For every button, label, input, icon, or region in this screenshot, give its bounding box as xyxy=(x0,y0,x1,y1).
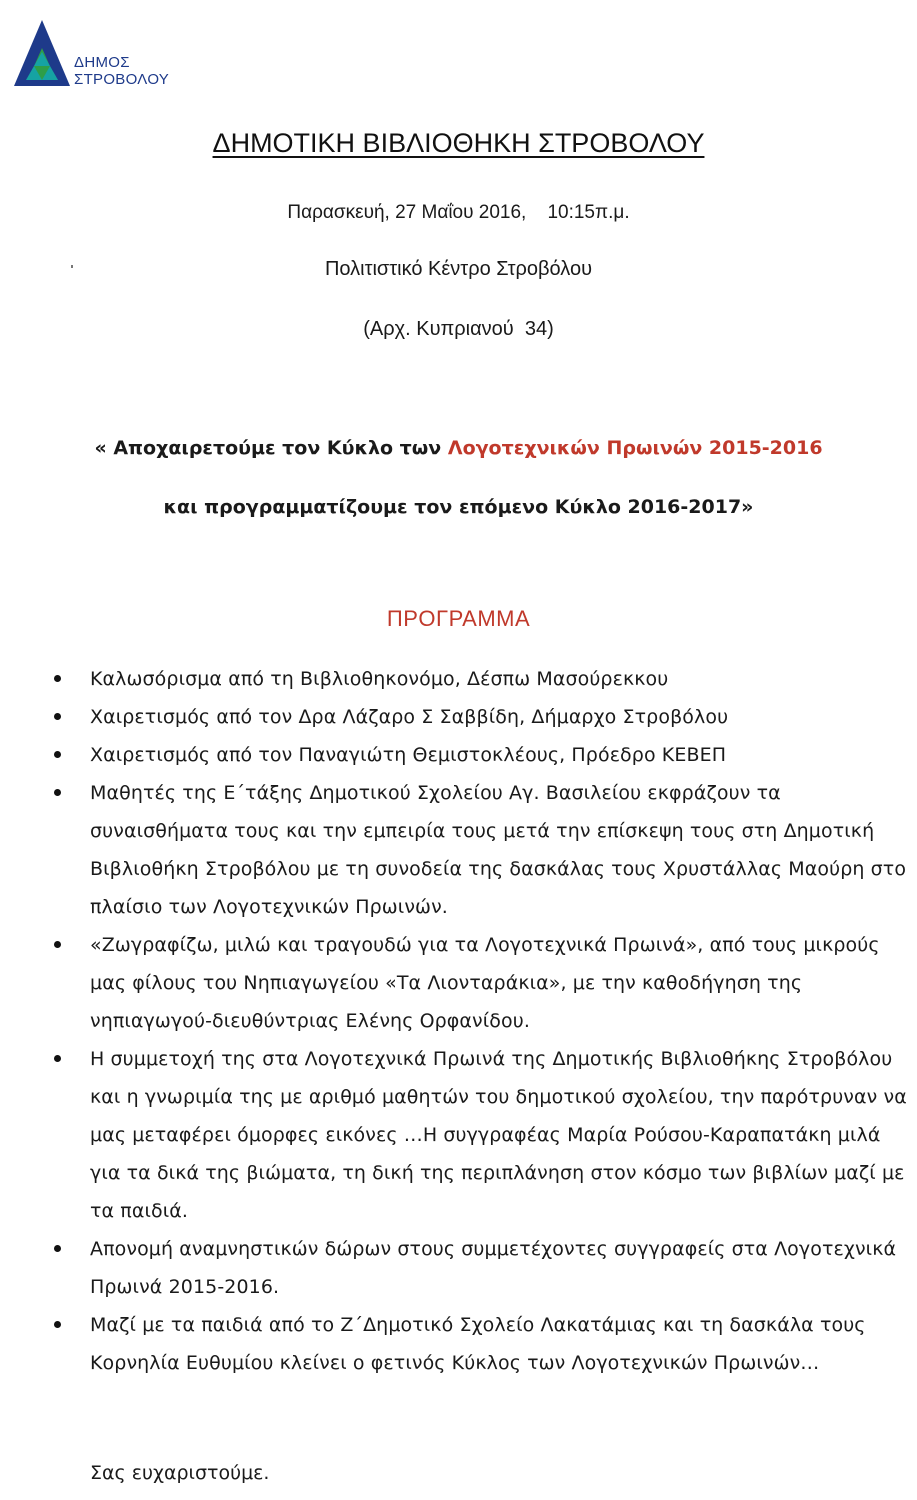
program-list xyxy=(50,660,910,1382)
event-heading-line-2: και προγραμματίζουμε τον επόμενο Κύκλο 2016-2017» xyxy=(163,496,754,518)
list-item-text: Χαιρετισμός από τον Παναγιώτη Θεμιστοκλέους, Πρόεδρο ΚΕΒΕΠ xyxy=(90,744,727,766)
event-address: (Αρχ. Κυπριανού 34) xyxy=(363,318,554,340)
list-item-text: Μαθητές της Ε΄τάξης Δημοτικού Σχολείου Αγ. Βασιλείου εκφράζουν τα συναισθήματα τους και την εμπειρία τους μετά την επίσκεψη τους στη Δημοτική Βιβλιοθήκη Στροβόλου με τη συνοδεία της δασκάλας τους Χρυστάλλας Μαούρη στο πλαίσιο των Λογοτεχνικών Πρωινών. xyxy=(90,782,907,918)
bullet-icon xyxy=(54,1321,61,1328)
program-label: ΠΡΟΓΡΑΜΜΑ xyxy=(386,606,531,631)
list-item-text: Απονομή αναμνηστικών δώρων στους συμμετέχοντες συγγραφείς στα Λογοτεχνικά Πρωινά 2015-2016. xyxy=(90,1238,897,1298)
list-item xyxy=(50,698,910,736)
document-title: ΔΗΜΟΤΙΚΗ ΒΙΒΛΙΟΘΗΚΗ ΣΤΡΟΒΟΛΟΥ xyxy=(212,128,705,158)
list-item-text: Χαιρετισμός από τον Δρα Λάζαρο Σ Σαββίδη, Δήμαρχο Στροβόλου xyxy=(90,706,729,728)
list-item xyxy=(50,774,910,926)
list-item xyxy=(50,1230,910,1306)
bullet-icon xyxy=(54,1055,61,1062)
heading-highlight: Λογοτεχνικών Πρωινών 2015-2016 xyxy=(447,437,823,459)
logo-text xyxy=(74,54,169,88)
list-item xyxy=(50,1306,910,1382)
heading-prefix: « Αποχαιρετούμε τον Κύκλο των xyxy=(94,437,448,459)
list-item xyxy=(50,1040,910,1230)
bullet-icon xyxy=(54,1245,61,1252)
bullet-icon xyxy=(54,751,61,758)
list-item xyxy=(50,736,910,774)
bullet-icon xyxy=(54,941,61,948)
event-heading-line-1 xyxy=(0,437,917,459)
logo-line-1: ΔΗΜΟΣ xyxy=(74,54,130,71)
list-item-text: Η συμμετοχή της στα Λογοτεχνικά Πρωινά της Δημοτικής Βιβλιοθήκης Στροβόλου και η γνωριμία της με αριθμό μαθητών του δημοτικού σχολείου, την παρότρυναν να μας μεταφέρει όμορφες εικόνες …Η συγγραφέας Μαρία Ρούσου-Καραπατάκη μιλά για τα δικά της βιώματα, τη δική της περιπλάνηση στον κόσμο των βιβλίων μαζί με τα παιδιά. xyxy=(90,1048,907,1222)
list-item-text: Καλωσόρισμα από τη Βιβλιοθηκονόμο, Δέσπω Μασούρεκκου xyxy=(90,668,669,690)
list-item xyxy=(50,660,910,698)
event-venue: Πολιτιστικό Κέντρο Στροβόλου xyxy=(324,258,593,280)
event-date: Παρασκευή, 27 Μαΐου 2016, 10:15π.μ. xyxy=(287,202,630,223)
list-item-text: «Ζωγραφίζω, μιλώ και τραγουδώ για τα Λογοτεχνικά Πρωινά», από τους μικρούς μας φίλους του Νηπιαγωγείου «Τα Λιονταράκια», με την καθοδήγηση της νηπιαγωγού-διευθύντριας Ελένης Ορφανίδου. xyxy=(90,934,880,1032)
list-item xyxy=(50,926,910,1040)
bullet-icon xyxy=(54,789,61,796)
bullet-icon xyxy=(54,713,61,720)
logo-triangle-icon xyxy=(12,18,72,88)
municipality-logo xyxy=(12,18,182,93)
list-item-text: Μαζί με τα παιδιά από το Ζ΄Δημοτικό Σχολείο Λακατάμιας και τη δασκάλα τους Κορνηλία Ευθυμίου κλείνει ο φετινός Κύκλος των Λογοτεχνικών Πρωινών… xyxy=(90,1314,866,1374)
logo-line-2: ΣΤΡΟΒΟΛΟΥ xyxy=(74,71,170,88)
bullet-icon xyxy=(54,675,61,682)
closing-thanks: Σας ευχαριστούμε. xyxy=(90,1462,270,1484)
